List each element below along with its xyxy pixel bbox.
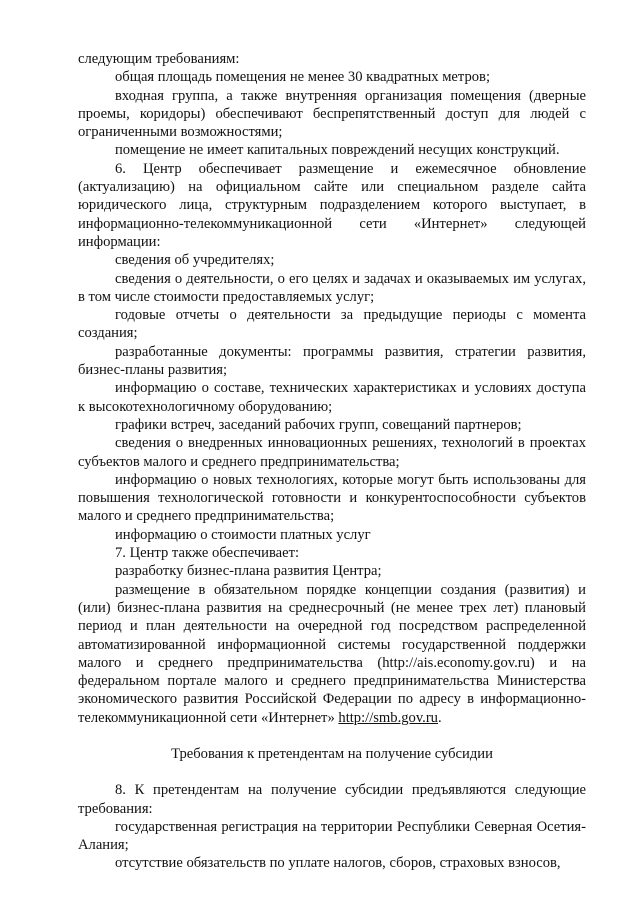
placement-end: . [437,709,442,726]
placement-text: размещение в обязательном порядке концепции создания (развития) и (или) бизнес-плана развития на среднесрочный (не менее трех лет) плановый период и план деятельности на очередной год посредством распределенной автоматизированной информационной системы государственной поддержки малого и среднего предпринимательства (http://ais.economy.gov.ru) и на федеральном портале малого и среднего предпринимательства Министерства экономического развития Российской Федерации по адресу в информационно-телекоммуникационной сети «Интернет» [78,581,586,726]
paragraph-registration: государственная регистрация на территории Республики Северная Осетия-Алания; [78,818,586,854]
paragraph-annual-reports: годовые отчеты о деятельности за предыдущие периоды с момента создания; [78,307,586,342]
paragraph-placement [78,581,586,727]
paragraph-business-plan: разработку бизнес-плана развития Центра; [115,563,382,580]
smb-portal-link[interactable]: http://smb.gov.ru [338,709,438,726]
paragraph-documents: разработанные документы: программы развития, стратегии развития, бизнес-планы развития; [78,343,586,379]
paragraph-equipment: информацию о составе, технических характеристиках и условиях доступа к высокотехнологичному оборудованию; [78,380,586,415]
paragraph-founders: сведения об учредителях; [115,252,275,269]
paragraph-paid-services: информацию о стоимости платных услуг [115,526,371,543]
paragraph-schedules: графики встреч, заседаний рабочих групп, совещаний партнеров; [115,416,522,433]
paragraph-obligations: отсутствие обязательств по уплате налогов, сборов, страховых взносов, [115,855,561,872]
document-page [78,50,586,873]
paragraph-area-requirement: общая площадь помещения не менее 30 квадратных метров; [115,69,491,86]
section-heading: Требования к претендентам на получение субсидии [171,745,493,762]
paragraph-accessibility: входная группа, а также внутренняя организация помещения (дверные проемы, коридоры) обеспечивают беспрепятственный доступ для людей с ограниченными возможностями; [78,87,586,141]
paragraph-item-8: 8. К претендентам на получение субсидии предъявляются следующие требования: [78,782,586,817]
paragraph-activity: сведения о деятельности, о его целях и задачах и оказываемых им услугах, в том числе стоимости предоставляемых услуг; [78,270,586,305]
paragraph-continuation: следующим требованиям: [78,51,240,67]
paragraph-item-7: 7. Центр также обеспечивает: [115,545,300,562]
paragraph-innovations: сведения о внедренных инновационных решениях, технологий в проектах субъектов малого и среднего предпринимательства; [78,435,586,470]
paragraph-item-6: 6. Центр обеспечивает размещение и ежемесячное обновление (актуализацию) на официальном сайте или специальном разделе сайта юридического лица, структурным подразделением которого выступает, в информационно-телекоммуникационной сети «Интернет» следующей информации: [78,160,586,250]
paragraph-new-technologies: информацию о новых технологиях, которые могут быть использованы для повышения технологической готовности и конкурентоспособности субъектов малого и среднего предпринимательства; [78,471,586,525]
paragraph-no-damage: помещение не имеет капитальных повреждений несущих конструкций. [115,142,560,159]
